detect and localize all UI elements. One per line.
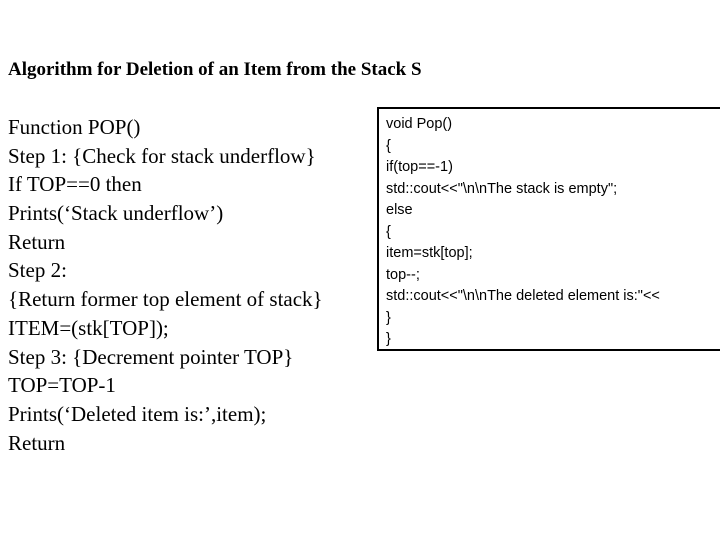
algorithm-line: ITEM=(stk[TOP]); [8,315,169,340]
code-line: void Pop() [386,116,453,132]
code-line: { [386,137,391,154]
code-line: { [386,223,391,240]
algorithm-line: Step 1: {Check for stack underflow} [8,143,316,168]
algorithm-line: TOP=TOP-1 [8,373,116,398]
code-line: else [386,202,413,218]
code-line: if(top==-1) [386,159,453,175]
code-line: std::cout<<"\n\nThe deleted element is:"<< [386,288,660,304]
code-line: } [386,331,391,347]
code-listing [386,114,660,351]
code-line: } [386,309,391,326]
algorithm-line: If TOP==0 then [8,172,142,197]
slide-title: Algorithm for Deletion of an Item from the Stack S [8,59,422,80]
algorithm-line: Prints(‘Stack underflow’) [8,201,224,226]
code-line: std::cout<<"\n\nThe stack is empty"; [386,180,618,197]
algorithm-line: Return [8,430,66,455]
algorithm-line: Step 3: {Decrement pointer TOP} [8,344,294,369]
algorithm-line: Return [8,229,66,254]
algorithm-line: {Return former top element of stack} [8,287,323,312]
algorithm-line: Prints(‘Deleted item is:’,item); [8,401,267,426]
code-line: top--; [386,266,420,283]
algorithm-line: Step 2: [8,258,67,283]
code-box [377,107,720,351]
algorithm-steps [8,113,323,457]
code-line: item=stk[top]; [386,245,473,261]
algorithm-line: Function POP() [8,115,141,139]
